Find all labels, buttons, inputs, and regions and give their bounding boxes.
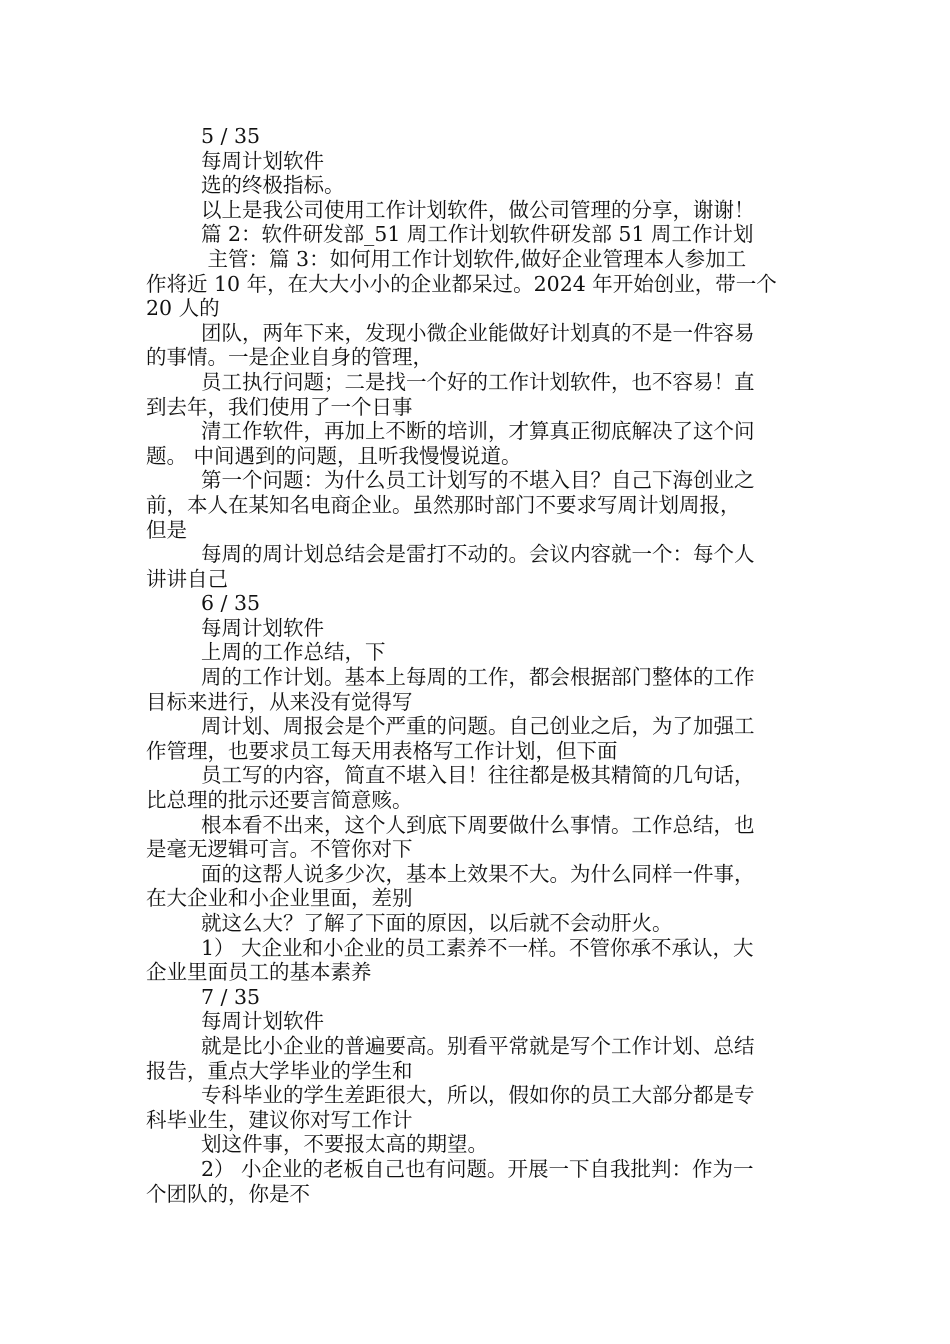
text-line: 企业里面员工的基本素养	[146, 960, 372, 985]
text-line: 报告，重点大学毕业的学生和	[146, 1058, 413, 1083]
text-line: 面的这帮人说多少次，基本上效果不大。为什么同样一件事，	[201, 861, 755, 886]
text-line: 6 / 35	[201, 591, 261, 616]
text-line: 团队，两年下来，发现小微企业能做好计划真的不是一件容易	[201, 320, 755, 345]
text-line: 在大企业和小企业里面，差别	[146, 886, 413, 911]
text-line: 个团队的，你是不	[146, 1181, 310, 1206]
text-line: 1） 大企业和小企业的员工素养不一样。不管你承不承认，大	[201, 935, 754, 960]
text-line: 前，本人在某知名电商企业。虽然那时部门不要求写周计划周报，	[146, 492, 741, 517]
text-line: 上周的工作总结，下	[201, 640, 386, 665]
text-line: 但是	[146, 517, 187, 542]
text-line: 科毕业生，建议你对写工作计	[146, 1107, 413, 1132]
text-line: 周计划、周报会是个严重的问题。自己创业之后，为了加强工	[201, 714, 755, 739]
text-line: 比总理的批示还要言简意赅。	[146, 788, 413, 813]
text-line: 就这么大？了解了下面的原因，以后就不会动肝火。	[201, 911, 673, 935]
text-line: 员工写的内容，简直不堪入目！往往都是极其精简的几句话，	[201, 763, 755, 788]
text-line: 20 人的	[146, 296, 220, 321]
text-line: 主管：篇 3：如何用工作计划软件,做好企业管理本人参加工	[201, 246, 747, 271]
text-line: 篇 2：软件研发部_51 周工作计划软件研发部 51 周工作计划	[201, 222, 754, 247]
text-line: 周的工作计划。基本上每周的工作，都会根据部门整体的工作	[201, 665, 755, 690]
text-line: 清工作软件，再加上不断的培训，才算真正彻底解决了这个问	[201, 419, 755, 444]
text-line: 以上是我公司使用工作计划软件，做公司管理的分享，谢谢！	[201, 197, 755, 222]
text-line: 专科毕业的学生差距很大，所以，假如你的员工大部分都是专	[201, 1083, 755, 1108]
text-line: 每周计划软件	[201, 148, 324, 173]
text-line: 作将近 10 年，在大大小小的企业都呆过。2024 年开始创业，带一个	[146, 271, 777, 296]
text-line: 讲讲自己	[146, 566, 228, 591]
text-line: 就是比小企业的普遍要高。别看平常就是写个工作计划、总结	[201, 1033, 755, 1058]
text-line: 题。 中间遇到的问题，且听我慢慢说道。	[146, 443, 522, 468]
text-line: 员工执行问题；二是找一个好的工作计划软件，也不容易！直	[201, 369, 755, 394]
text-line: 目标来进行，从来没有觉得写	[146, 689, 413, 714]
text-line: 每周的周计划总结会是雷打不动的。会议内容就一个：每个人	[201, 542, 755, 567]
text-line: 每周计划软件	[201, 615, 324, 640]
text-line: 每周计划软件	[201, 1009, 324, 1034]
text-line: 是毫无逻辑可言。不管你对下	[146, 837, 413, 862]
text-line: 第一个问题：为什么员工计划写的不堪入目？自己下海创业之	[201, 468, 755, 493]
text-line: 7 / 35	[201, 984, 261, 1009]
text-line: 的事情。一是企业自身的管理，	[146, 345, 433, 370]
text-line: 5 / 35	[201, 124, 261, 148]
text-line: 根本看不出来，这个人到底下周要做什么事情。工作总结，也	[201, 812, 755, 837]
text-line: 选的终极指标。	[201, 173, 345, 198]
text-line: 到去年，我们使用了一个日事	[146, 394, 413, 419]
document-body	[146, 124, 806, 1206]
text-line: 2） 小企业的老板自己也有问题。开展一下自我批判：作为一	[201, 1156, 754, 1181]
text-line: 划这件事，不要报太高的期望。	[201, 1132, 488, 1157]
text-line: 作管理，也要求员工每天用表格写工作计划，但下面	[146, 738, 618, 763]
